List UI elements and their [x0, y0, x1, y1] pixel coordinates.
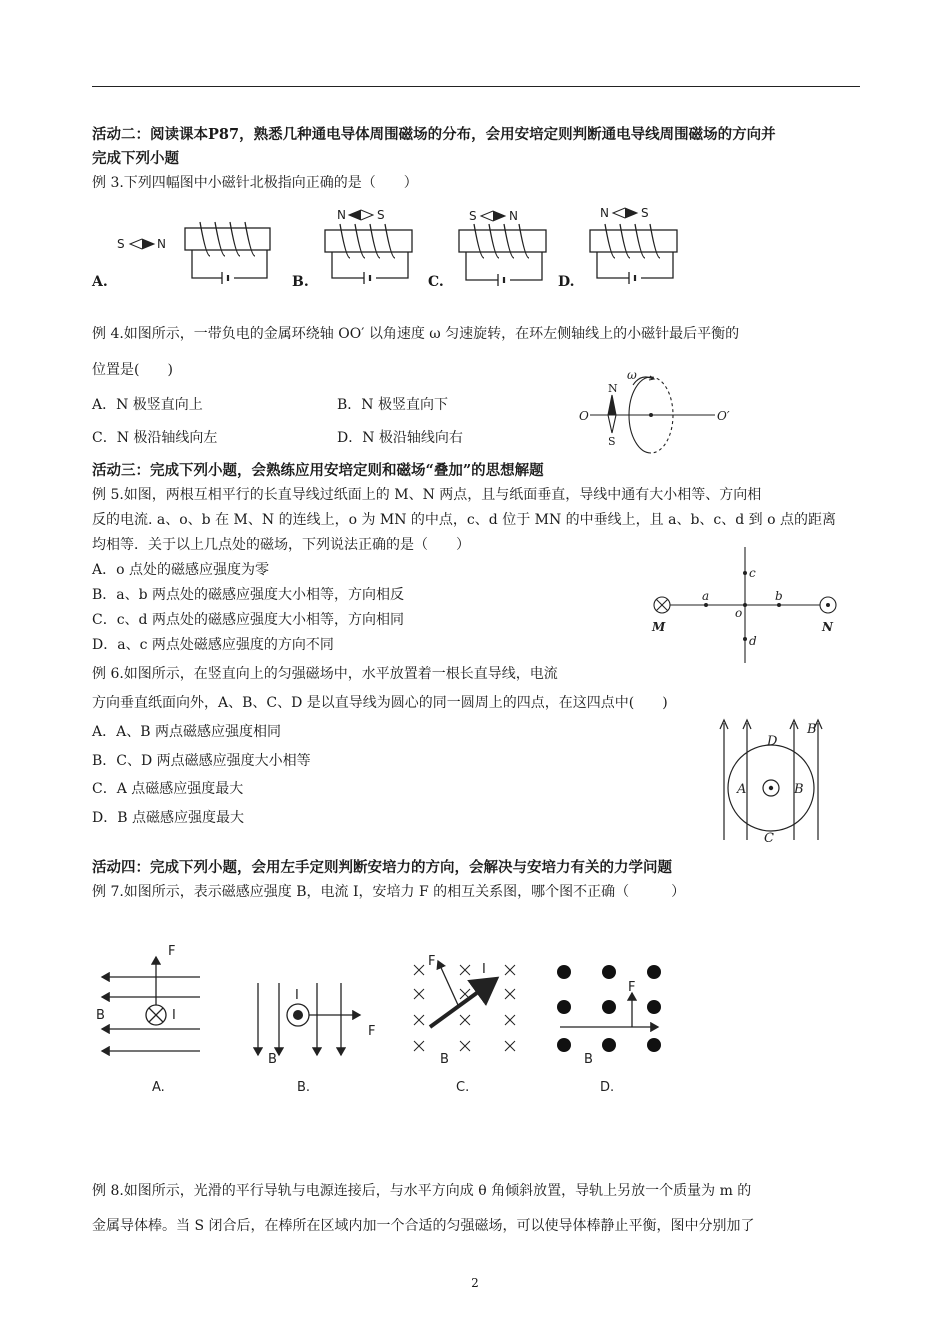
ex5-b-label: b: [775, 589, 783, 603]
ex3-option-b: B.: [292, 274, 309, 290]
ex6-a-label: A: [737, 782, 747, 797]
ex5-d-label: d: [749, 634, 757, 648]
ex5-option-b: B．a、b 两点处的磁感应强度大小相等，方向相反: [92, 587, 405, 603]
example-3-figures: [92, 200, 732, 295]
ex6-option-c: C．A 点磁感应强度最大: [92, 781, 244, 797]
activity-4-heading: 活动四：完成下列小题，会用左手定则判断安培力的方向，会解决与安培力有关的力学问题: [92, 859, 672, 876]
ex4-option-b: B．N 极竖直向下: [337, 397, 448, 413]
ex7-d-b-label: B: [584, 1052, 593, 1067]
ex7-a-i-label: I: [172, 1008, 176, 1023]
ex7-caption-d: D.: [600, 1080, 615, 1095]
ex7-caption-c: C.: [456, 1080, 470, 1095]
ex6-option-b: B．C、D 两点磁感应强度大小相等: [92, 753, 311, 769]
example-6-line2: 方向垂直纸面向外，A、B、C、D 是以直导线为圆心的同一圆周上的四点，在这四点中( ): [92, 695, 668, 711]
ex3-b-s-label: S: [377, 208, 385, 222]
ex6-b-label: B: [794, 782, 804, 797]
ex6-option-a: A．A、B 两点磁感应强度相同: [92, 724, 281, 740]
ex4-option-a: A．N 极竖直向上: [92, 397, 203, 413]
ex6-option-d: D．B 点磁感应强度最大: [92, 810, 244, 826]
ex4-option-d: D．N 极沿轴线向右: [337, 430, 463, 446]
example-4-figure: [575, 365, 750, 455]
example-6-line1: 例 6.如图所示，在竖直向上的匀强磁场中，水平放置着一根长直导线，电流: [92, 666, 558, 682]
ex7-c-i-label: I: [482, 962, 486, 977]
header-rule: [92, 86, 860, 87]
ex5-a-label: a: [702, 589, 710, 603]
example-8-line2: 金属导体棒。当 S 闭合后，在棒所在区域内加一个合适的匀强磁场，可以使导体棒静止平衡，图中分别加了: [92, 1218, 755, 1234]
ex6-field-label: B: [807, 722, 817, 737]
ex4-o-label: O: [579, 409, 589, 423]
ex4-o-prime-label: O′: [717, 409, 730, 423]
ex3-option-a: A.: [92, 274, 108, 290]
activity-2-heading-line2: 完成下列小题: [92, 150, 179, 167]
example-7-stem: 例 7.如图所示，表示磁感应强度 B，电流 I，安培力 F 的相互关系图，哪个图不正确（ ）: [92, 884, 686, 900]
example-6-figure: [712, 715, 832, 843]
ex7-b-i-label: I: [295, 988, 299, 1003]
example-5-figure: [640, 545, 850, 665]
example-7-figures: [92, 935, 692, 1095]
ex4-s-label: S: [608, 435, 616, 448]
ex5-o-label: o: [735, 606, 743, 620]
example-8-line1: 例 8.如图所示，光滑的平行导轨与电源连接后，与水平方向成 θ 角倾斜放置，导轨上另放一个质量为 m 的: [92, 1183, 752, 1199]
example-5-line1: 例 5.如图，两根互相平行的长直导线过纸面上的 M、N 两点，且与纸面垂直，导线中通有大小相等、方向相: [92, 487, 762, 503]
example-3-stem: 例 3.下列四幅图中小磁针北极指向正确的是（ ）: [92, 175, 418, 191]
ex3-d-s-label: S: [641, 206, 649, 220]
ex3-option-d: D.: [558, 274, 575, 290]
example-4-line2: 位置是( ): [92, 362, 173, 378]
ex7-d-f-label: F: [628, 980, 636, 995]
ex3-d-n-label: N: [600, 206, 609, 220]
ex7-b-b-label: B: [268, 1052, 277, 1067]
ex7-caption-a: A.: [152, 1080, 165, 1095]
ex6-c-label: C: [764, 831, 774, 843]
ex4-omega-label: ω: [627, 368, 637, 382]
activity-2-heading-line1: 活动二：阅读课本P87，熟悉几种通电导体周围磁场的分布，会用安培定则判断通电导线周围磁场的方向并: [92, 126, 776, 143]
example-5-line2: 反的电流. a、o、b 在 M、N 的连线上，o 为 MN 的中点，c、d 位于 MN 的中垂线上，且 a、b、c、d 到 o 点的距离: [92, 512, 837, 528]
ex7-a-f-label: F: [168, 944, 176, 959]
ex4-option-c: C．N 极沿轴线向左: [92, 430, 218, 446]
ex7-a-b-label: B: [96, 1008, 105, 1023]
ex3-a-n-label: N: [157, 237, 166, 251]
ex3-b-n-label: N: [337, 208, 346, 222]
ex5-m-label: M: [652, 620, 666, 634]
page-number: 2: [471, 1276, 479, 1290]
ex4-n-label: N: [608, 382, 618, 395]
activity-3-heading: 活动三：完成下列小题，会熟练应用安培定则和磁场“叠加”的思想解题: [92, 462, 544, 479]
ex5-option-a: A．o 点处的磁感应强度为零: [92, 562, 269, 578]
ex7-c-f-label: F: [428, 954, 436, 969]
ex5-option-d: D．a、c 两点处磁感应强度的方向不同: [92, 637, 334, 653]
ex3-option-c: C.: [428, 274, 444, 290]
ex3-c-n-label: N: [509, 209, 518, 223]
ex7-caption-b: B.: [297, 1080, 311, 1095]
example-5-line3: 均相等．关于以上几点处的磁场，下列说法正确的是（ ）: [92, 537, 470, 553]
ex3-c-s-label: S: [469, 209, 477, 223]
ex7-b-f-label: F: [368, 1024, 376, 1039]
ex5-n-label: N: [822, 620, 833, 634]
ex5-option-c: C．c、d 两点处的磁感应强度大小相等，方向相同: [92, 612, 404, 628]
ex5-c-label: c: [749, 566, 756, 580]
ex7-c-b-label: B: [440, 1052, 449, 1067]
ex3-a-s-label: S: [117, 237, 125, 251]
ex6-d-label: D: [767, 734, 778, 749]
example-4-line1: 例 4.如图所示，一带负电的金属环绕轴 OO′ 以角速度 ω 匀速旋转，在环左侧轴线上的小磁针最后平衡的: [92, 326, 740, 342]
